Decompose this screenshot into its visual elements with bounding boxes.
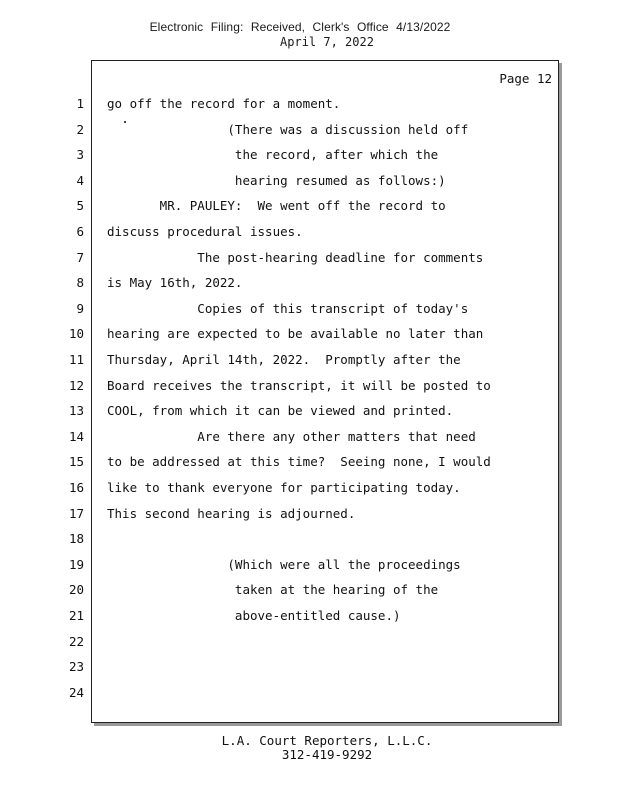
line-number: 7 [76, 250, 84, 265]
line-number: 3 [76, 147, 84, 162]
hearing-date: April 7, 2022 [280, 35, 374, 49]
page-number: Page 12 [499, 71, 552, 86]
transcript-line-text: go off the record for a moment. [107, 96, 341, 111]
transcript-line-text: like to thank everyone for participating today. [107, 480, 461, 495]
line-number: 11 [68, 352, 84, 367]
court-reporter-name: L.A. Court Reporters, L.L.C. [221, 733, 433, 748]
court-reporter-phone: 312-419-9292 [281, 747, 373, 762]
transcript-line-text: is May 16th, 2022. [107, 275, 243, 290]
line-number: 1 [76, 96, 84, 111]
transcript-line-text: This second hearing is adjourned. [107, 506, 356, 521]
transcript-line-text: Are there any other matters that need [107, 429, 476, 444]
line-number: 12 [68, 378, 84, 393]
transcript-line-text: to be addressed at this time? Seeing none, I would [107, 454, 491, 469]
transcript-line-text: above-entitled cause.) [107, 608, 401, 623]
transcript-line-text: The post-hearing deadline for comments [107, 250, 484, 265]
line-number: 19 [68, 557, 84, 572]
transcript-line-text: COOL, from which it can be viewed and printed. [107, 403, 454, 418]
line-number: 21 [68, 608, 84, 623]
line-number: 13 [68, 403, 84, 418]
line-number: 2 [76, 122, 84, 137]
transcript-line-text: hearing resumed as follows:) [107, 173, 446, 188]
transcript-line-text: Thursday, April 14th, 2022. Promptly after the [107, 352, 461, 367]
line-number: 14 [68, 429, 84, 444]
transcript-line-text: taken at the hearing of the [107, 582, 439, 597]
electronic-filing-stamp: Electronic Filing: Received, Clerk's Office 4/13/2022 [149, 20, 451, 34]
transcript-line-text: (There was a discussion held off [107, 122, 469, 137]
transcript-line-text: (Which were all the proceedings [107, 557, 461, 572]
line-number: 5 [76, 198, 84, 213]
transcript-line-text: Board receives the transcript, it will be posted to [107, 378, 491, 393]
line-number: 24 [68, 685, 84, 700]
line-number: 23 [68, 659, 84, 674]
line-number: 8 [76, 275, 84, 290]
line-number: 4 [76, 173, 84, 188]
line-number: 22 [68, 634, 84, 649]
transcript-line-text: Copies of this transcript of today's [107, 301, 469, 316]
line-number: 18 [68, 531, 84, 546]
line-number: 20 [68, 582, 84, 597]
line-number: 17 [68, 506, 84, 521]
line-number: 15 [68, 454, 84, 469]
line-number: 9 [76, 301, 84, 316]
transcript-line-text: MR. PAULEY: We went off the record to [107, 198, 446, 213]
line-number: 16 [68, 480, 84, 495]
transcript-line-text: hearing are expected to be available no later than [107, 326, 484, 341]
transcript-line-text: discuss procedural issues. [107, 224, 303, 239]
line-number: 10 [68, 326, 84, 341]
transcript-line-text: the record, after which the [107, 147, 439, 162]
line-number: 6 [76, 224, 84, 239]
